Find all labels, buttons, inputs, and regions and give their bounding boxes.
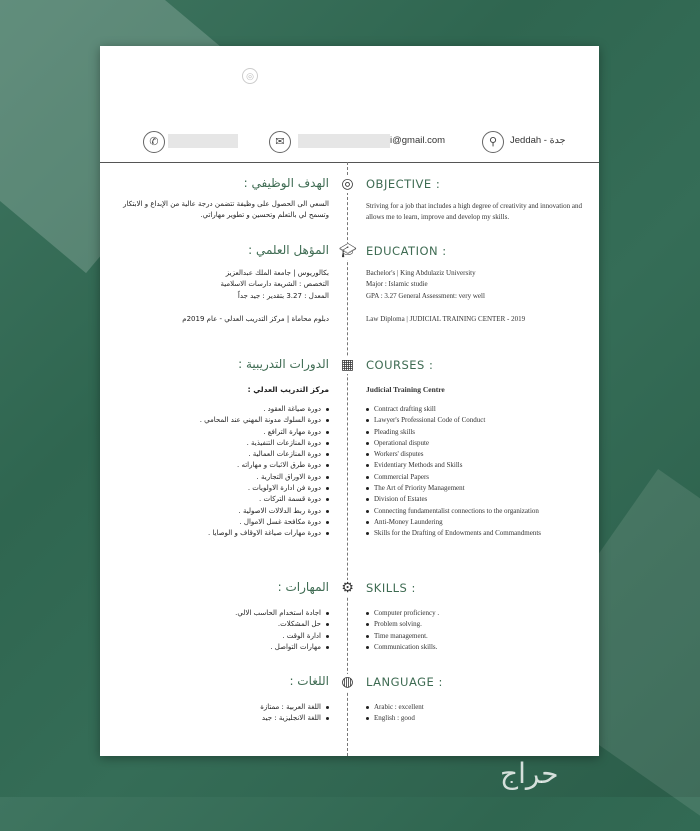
list-item: دورة مهارات صياغة الاوقاف و الوصايا . <box>104 528 329 539</box>
education-line: بكالوريوس | جامعة الملك عبدالعزيز <box>225 269 329 277</box>
list-item: Operational dispute <box>366 438 586 449</box>
education-line: GPA : 3.27 General Assessment: very well <box>366 291 485 300</box>
list-item: مهارات التواصل . <box>104 642 329 653</box>
list-item: Workers' disputes <box>366 449 586 460</box>
education-title-en: EDUCATION : <box>366 244 447 258</box>
list-item: دورة مهارة الترافع . <box>104 427 329 438</box>
header-divider <box>100 162 599 163</box>
education-lines-en <box>366 268 586 302</box>
skills-title-en: SKILLS : <box>366 581 416 595</box>
courses-icon: ▦ <box>340 357 355 373</box>
courses-list-ar <box>104 404 329 540</box>
courses-list-en <box>366 404 586 540</box>
language-list-ar <box>104 702 329 725</box>
courses-title-ar: الدورات التدريبية : <box>238 357 329 371</box>
list-item: Commercial Papers <box>366 472 586 483</box>
list-item: اجادة استخدام الحاسب الالي. <box>104 608 329 619</box>
courses-center-ar: مركز التدريب العدلي : <box>247 385 329 394</box>
globe-icon: ◍ <box>339 674 356 691</box>
courses-title-en: COURSES : <box>366 358 434 372</box>
list-item: Connecting fundamentalist connections to the organization <box>366 506 554 517</box>
list-item: Lawyer's Professional Code of Conduct <box>366 415 586 426</box>
list-item: دورة صياغة العقود . <box>104 404 329 415</box>
objective-text-ar: السعي الى الحصول على وظيفة تتضمن درجة عالية من الإبداع و الابتكار وتسمح لي بالتعلم وتحسين و تطوير مهاراتي. <box>123 200 329 220</box>
list-item: دورة المنازعات العمالية . <box>104 449 329 460</box>
phone-icon: ✆ <box>143 131 165 153</box>
list-item: Communication skills. <box>366 642 586 653</box>
education-lines-ar <box>104 268 329 302</box>
list-item: Anti-Money Laundering <box>366 517 586 528</box>
objective-title-en: OBJECTIVE : <box>366 177 441 191</box>
list-item: حل المشكلات. <box>104 619 329 630</box>
objective-text-en: Striving for a job that includes a high degree of creativity and innovation and allows me to learn, improve and develop my skills. <box>366 202 582 222</box>
diploma-en: Law Diploma | JUDICIAL TRAINING CENTER - 2019 <box>366 315 526 323</box>
education-line: Bachelor's | King Abdulaziz University <box>366 269 476 277</box>
language-title-ar: اللغات : <box>289 674 329 688</box>
list-item: دورة الاوراق التجارية . <box>104 472 329 483</box>
email-icon: ✉ <box>269 131 291 153</box>
graduation-cap-icon: 🎓︎ <box>339 243 357 259</box>
list-item: English : good <box>366 713 586 724</box>
email-redacted <box>298 134 390 148</box>
list-item: دورة السلوك مدونة المهني عند المحامي . <box>104 415 329 426</box>
diploma-ar: دبلوم محاماة | مركز التدريب العدلي - عام 2019م <box>182 315 329 323</box>
list-item: Contract drafting skill <box>366 404 586 415</box>
skills-title-ar: المهارات : <box>277 580 329 594</box>
list-item: Time management. <box>366 631 586 642</box>
gear-icon: ⚙ <box>339 580 356 597</box>
watermark-logo: حراج <box>500 757 559 790</box>
skills-list-en <box>366 608 586 653</box>
list-item: دورة طرق الاثبات و مهاراته . <box>104 460 329 471</box>
target-icon: ◎ <box>339 176 356 193</box>
list-item: Division of Estates <box>366 494 586 505</box>
list-item: Computer proficiency . <box>366 608 586 619</box>
education-title-ar: المؤهل العلمي : <box>248 243 329 257</box>
education-line: المعدل : 3.27 بتقدير : جيد جداً <box>237 291 329 300</box>
list-item: دورة فن ادارة الاولويات . <box>104 483 329 494</box>
list-item: اللغة الانجليزية : جيد <box>104 713 329 724</box>
language-list-en <box>366 702 586 725</box>
city-text: Jeddah - جدة <box>510 135 566 146</box>
list-item: اللغة العربية : ممتازة <box>104 702 329 713</box>
skills-list-ar <box>104 608 329 653</box>
phone-redacted <box>168 134 238 148</box>
email-text: i@gmail.com <box>390 135 446 146</box>
list-item: دورة مكافحة غسل الاموال . <box>104 517 329 528</box>
list-item: دورة قسمة التركات . <box>104 494 329 505</box>
list-item: دورة المنازعات التنفيذية . <box>104 438 329 449</box>
list-item: ادارة الوقت . <box>104 631 329 642</box>
list-item: Arabic : excellent <box>366 702 586 713</box>
courses-center-en: Judicial Training Centre <box>366 385 445 394</box>
list-item: Pleading skills <box>366 427 586 438</box>
education-line: التخصص : الشريعة دارسات الاسلامية <box>220 280 329 289</box>
resume-page <box>100 46 599 756</box>
list-item: Problem solving. <box>366 619 586 630</box>
language-title-en: LANGUAGE : <box>366 675 443 689</box>
logo-icon: ◎ <box>242 68 258 84</box>
list-item: Skills for the Drafting of Endowments and Commandments <box>366 528 544 539</box>
list-item: The Art of Priority Management <box>366 483 586 494</box>
list-item: Evidentiary Methods and Skills <box>366 460 586 471</box>
objective-title-ar: الهدف الوظيفي : <box>243 176 329 190</box>
education-line: Major : Islamic studie <box>366 280 428 289</box>
list-item: دورة ربط الدلالات الاصولية . <box>104 506 329 517</box>
location-icon: ⚲ <box>482 131 504 153</box>
